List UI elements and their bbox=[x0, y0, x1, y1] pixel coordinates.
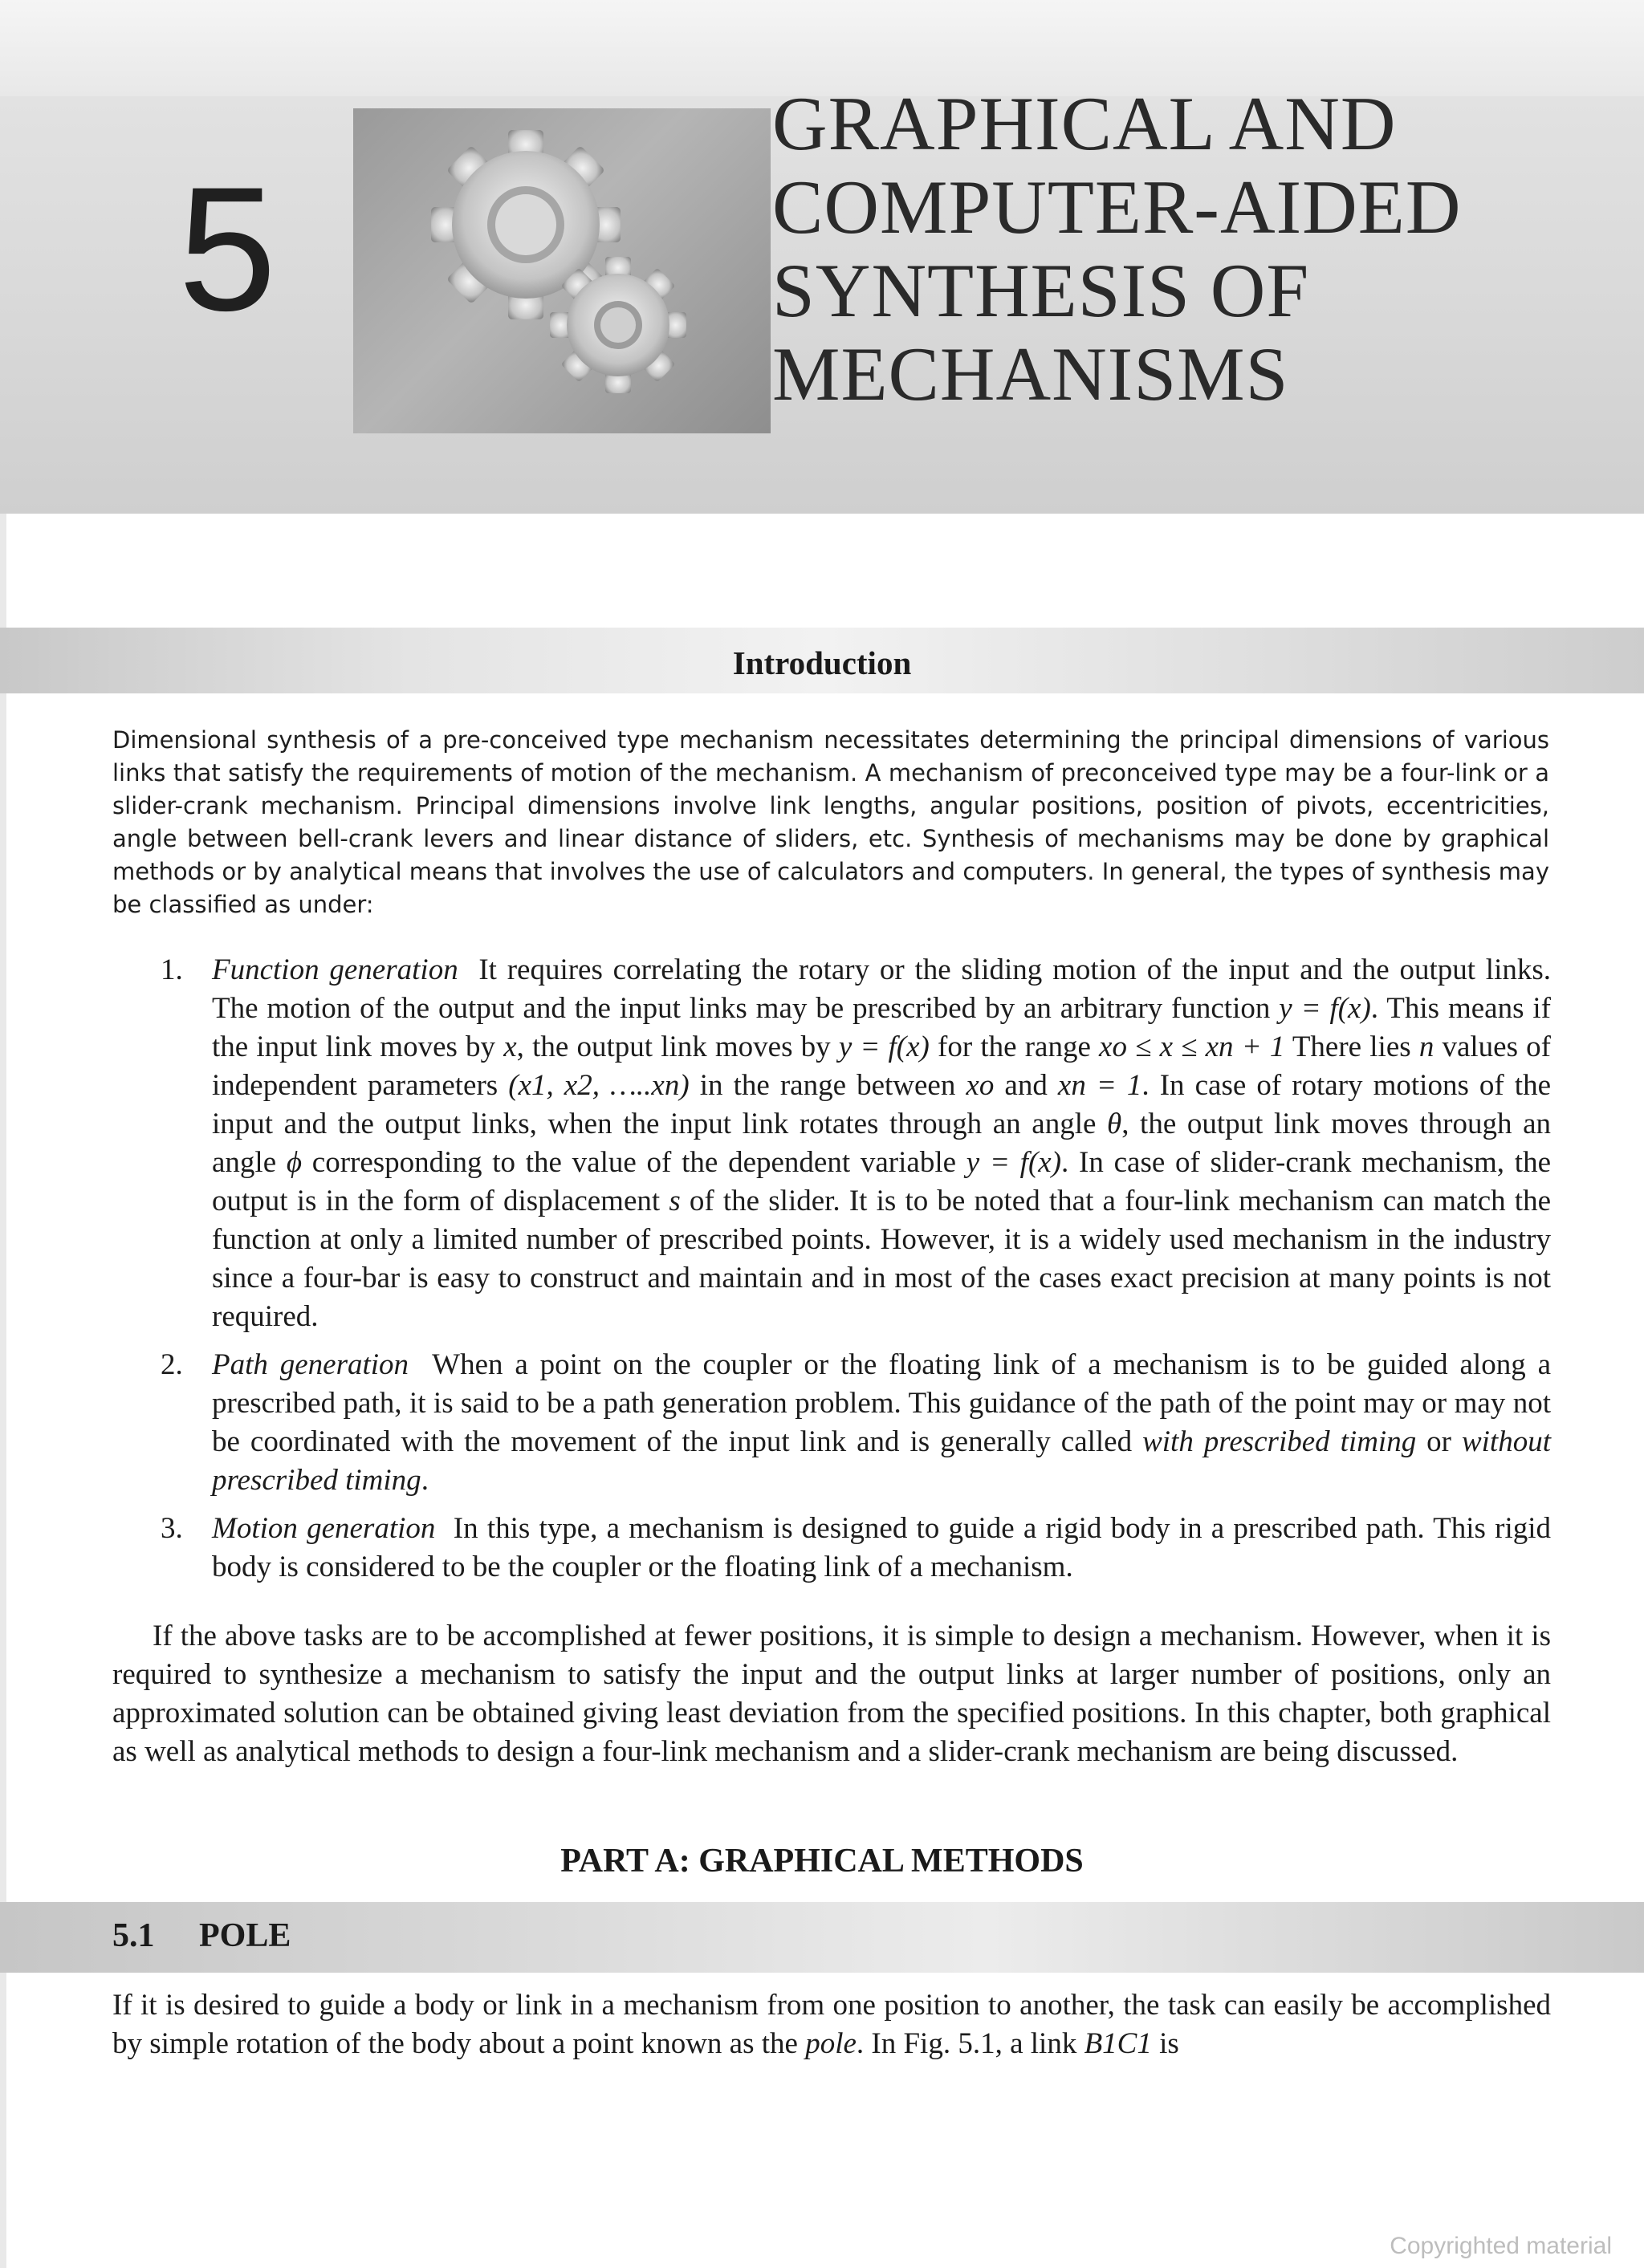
math-expression: θ bbox=[1107, 1108, 1122, 1140]
page-edge-shadow bbox=[0, 514, 6, 2268]
list-number: 3. bbox=[161, 1512, 183, 1545]
math-expression: xo bbox=[966, 1069, 995, 1102]
math-expression: y = f(x) bbox=[838, 1030, 930, 1063]
math-expression: x bbox=[503, 1030, 517, 1063]
gears-illustration bbox=[353, 108, 771, 433]
synthesis-types-list bbox=[161, 951, 1551, 1596]
math-expression: B1C1 bbox=[1084, 2027, 1152, 2060]
list-number: 2. bbox=[161, 1348, 183, 1381]
list-item-lead: Motion generation bbox=[212, 1512, 436, 1545]
emphasis-text: with prescribed timing bbox=[1142, 1425, 1417, 1458]
math-expression: y = f(x) bbox=[1279, 992, 1371, 1025]
small-gear-icon bbox=[550, 257, 686, 393]
list-item-text: , the output link moves by bbox=[516, 1030, 839, 1063]
chapter-number: 5 bbox=[178, 150, 277, 348]
chapter-title-line: COMPUTER-AIDED bbox=[772, 165, 1462, 250]
emphasis-text: pole bbox=[805, 2027, 857, 2060]
list-item bbox=[161, 951, 1551, 1336]
list-item-text: values of independent parameters bbox=[212, 1030, 1551, 1102]
math-expression: n bbox=[1418, 1030, 1434, 1063]
list-item-text: or bbox=[1416, 1425, 1462, 1458]
list-item-lead: Function generation bbox=[212, 953, 458, 986]
list-number: 1. bbox=[161, 953, 183, 986]
paragraph-text: is bbox=[1151, 2027, 1179, 2060]
list-item-text: . In case of rotary motions of the input and the output links, when the input link rotates through an angle bbox=[212, 1069, 1551, 1140]
math-expression: ϕ bbox=[286, 1146, 303, 1179]
math-expression: y = f(x) bbox=[966, 1146, 1062, 1179]
paragraph-text: If it is desired to guide a body or link in a mechanism from one position to another, the task can easily be accomplished by simple rotation of the body about a point known as the bbox=[112, 1989, 1551, 2060]
list-item-text: . In case of slider-crank mechanism, the output is in the form of displacement bbox=[212, 1146, 1551, 1217]
paragraph-text: . In Fig. 5.1, a link bbox=[856, 2027, 1084, 2060]
list-item-text: for the range bbox=[929, 1030, 1100, 1063]
pole-paragraph bbox=[112, 1986, 1551, 2063]
list-item-text: In this type, a mechanism is designed to guide a rigid body in a prescribed path. This rigid body is considered to be the coupler or the floating link of a mechanism. bbox=[212, 1512, 1552, 1583]
list-item-lead: Path generation bbox=[212, 1348, 409, 1381]
chapter-title-line: GRAPHICAL AND bbox=[772, 81, 1397, 166]
chapter-title-line: MECHANISMS bbox=[772, 331, 1289, 417]
list-item bbox=[161, 1510, 1551, 1587]
list-item bbox=[161, 1346, 1551, 1500]
gears-icon bbox=[353, 108, 771, 433]
math-expression: xo ≤ x ≤ xn + 1 bbox=[1099, 1030, 1285, 1063]
section-heading bbox=[112, 1916, 291, 1955]
section-title: POLE bbox=[199, 1917, 291, 1954]
list-item-text: There lies bbox=[1284, 1030, 1419, 1063]
chapter-title-line: SYNTHESIS OF bbox=[772, 248, 1310, 333]
list-item-text: of the slider. It is to be noted that a four-link mechanism can match the function at only a limited number of prescribed points. However, it is a widely used mechanism in the industry since a four-bar is easy to construct and maintain and in most of the cases exact precision at many points is not required. bbox=[212, 1185, 1552, 1333]
copyright-watermark: Copyrighted material bbox=[1390, 2233, 1612, 2259]
math-expression: xn = 1 bbox=[1057, 1069, 1142, 1102]
chapter-title bbox=[772, 82, 1591, 416]
part-heading: PART A: GRAPHICAL METHODS bbox=[560, 1843, 1084, 1880]
introduction-paragraph: Dimensional synthesis of a pre-conceived type mechanism necessitates determining the principal dimensions of various links that satisfy the requirements of motion of the mechanism. A mechanism of preconceived type may be a four-link or a slider-crank mechanism. Principal dimensions involve link lengths, angular positions, position of pivots, eccentricities, angle between bell-crank levers and linear distance of sliders, etc. Synthesis of mechanisms may be done by graphical methods or by analytical means that involves the use of calculators and computers. In general, the types of synthesis may be classified as under: bbox=[112, 726, 1549, 918]
closing-paragraph: If the above tasks are to be accomplished at fewer positions, it is simple to design a mechanism. However, when it is required to synthesize a mechanism to satisfy the input and the output links at larger number of positions, only an approximated solution can be obtained giving least deviation from the specified positions. In this chapter, both graphical as well as analytical methods to design a four-link mechanism and a slider-crank mechanism are being discussed. bbox=[112, 1620, 1551, 1768]
list-item-text: and bbox=[994, 1069, 1058, 1102]
list-item-text: corresponding to the value of the dependent variable bbox=[302, 1146, 966, 1179]
math-expression: (x1, x2, …..xn) bbox=[508, 1069, 690, 1102]
list-item-text: . bbox=[421, 1464, 429, 1497]
list-item-text: It requires correlating the rotary or the sliding motion of the input and the output links. The motion of the output and the input links may be prescribed by an arbitrary function bbox=[212, 953, 1552, 1025]
introduction-heading: Introduction bbox=[732, 644, 912, 681]
list-item-text: . This means if the input link moves by bbox=[212, 992, 1551, 1063]
emphasis-text: without prescribed timing bbox=[212, 1425, 1551, 1497]
list-item-text: , the output link moves through an angle bbox=[212, 1108, 1551, 1179]
list-item-text: in the range between bbox=[689, 1069, 966, 1102]
list-item-text: When a point on the coupler or the floating link of a mechanism is to be guided along a prescribed path, it is said to be a path generation problem. This guidance of the path of the point may or may not be coordinated with the movement of the input link and is generally called bbox=[212, 1348, 1551, 1458]
math-expression: s bbox=[669, 1185, 681, 1217]
section-number: 5.1 bbox=[112, 1917, 155, 1954]
